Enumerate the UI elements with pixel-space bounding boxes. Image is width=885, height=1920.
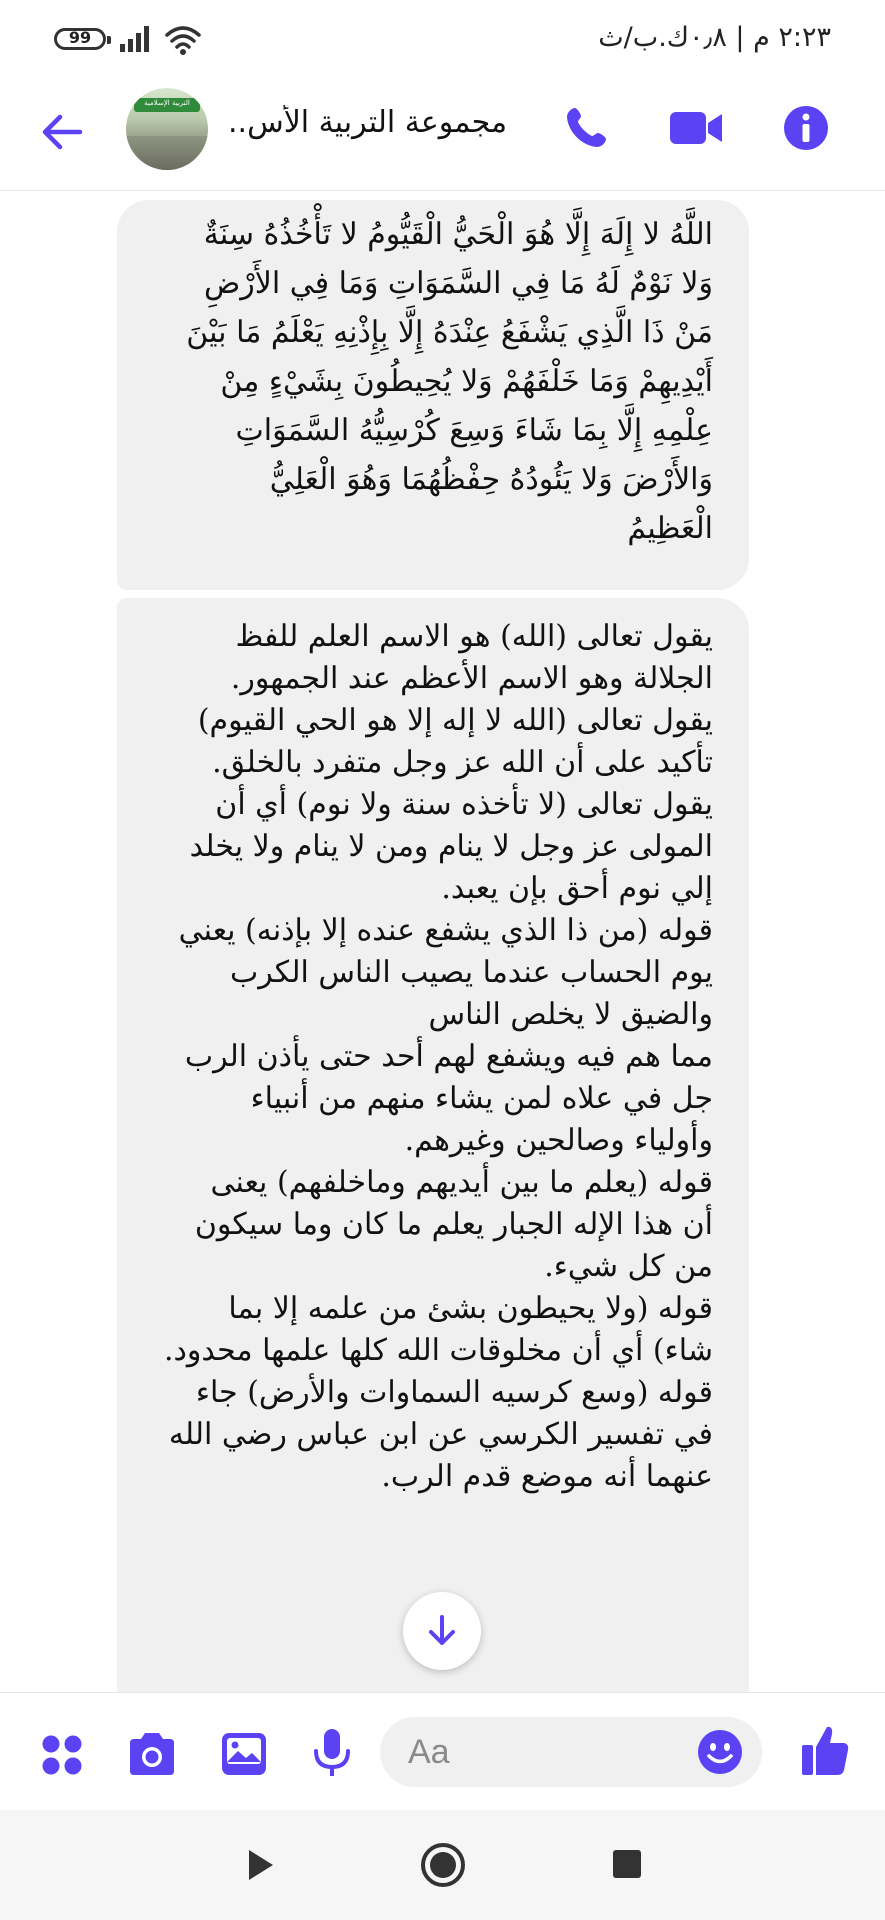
message-line: جل في علاه لمن يشاء منهم من أنبياء [250,1081,713,1116]
message-line: من كل شيء. [544,1249,713,1284]
wifi-icon [164,24,202,56]
message-line: قوله (ولا يحيطون بشئ من علمه إلا بما [228,1291,713,1326]
message-line: وأولياء وصالحين وغيرهم. [404,1123,713,1158]
message-line: وَالأَرْضَ وَلا يَئُودُهُ حِفْظُهُمَا وَهُوَ الْعَلِيُّ [269,462,713,497]
message-line: وَلا نَوْمٌ لَهُ مَا فِي السَّمَوَاتِ وَمَا فِي الأَرْضِ [204,266,713,301]
signal-icon [118,24,154,54]
message-line: المولى عز وجل لا ينام ومن لا ينام ولا يخلد [189,829,713,864]
back-arrow-icon[interactable] [38,108,86,156]
message-line: في تفسير الكرسي عن ابن عباس رضي الله [168,1417,713,1452]
status-time: ٢:٢٣ م | ٠٫٨ك.ب/ث [598,22,831,53]
battery-level: 99 [68,28,92,47]
message-input[interactable] [380,1717,762,1787]
avatar-landscape [126,136,208,170]
message-line: إلي نوم أحق بإن يعبد. [441,871,713,906]
thumbs-up-icon[interactable] [800,1723,850,1777]
avatar-caption: التربية الإسلامية [144,99,190,107]
nav-back-icon[interactable] [246,1848,276,1882]
message-line: قوله (يعلم ما بين أيديهم وماخلفهم) يعنى [210,1165,713,1200]
camera-icon[interactable] [126,1731,178,1777]
message-line: الجلالة وهو الاسم الأعظم عند الجمهور. [230,661,713,696]
message-line: يوم الحساب عندما يصيب الناس الكرب [229,955,713,990]
message-line: مما هم فيه ويشفع لهم أحد حتى يأذن الرب [184,1039,713,1074]
chat-header [0,78,885,191]
message-line: قوله (وسع كرسيه السماوات والأرض) جاء [195,1375,713,1410]
message-line: يقول تعالى (الله لا إله إلا هو الحي القيوم) [197,703,713,738]
microphone-icon[interactable] [310,1727,354,1779]
chat-title[interactable]: مجموعة التربية الأس.. [228,105,508,140]
message-line: قوله (من ذا الذي يشفع عنده إلا بإذنه) يعني [178,913,713,948]
nav-recents-icon[interactable] [613,1850,641,1878]
message-input-placeholder: Aa [408,1733,450,1771]
video-camera-icon[interactable] [668,108,724,148]
phone-icon[interactable] [562,104,610,152]
battery-icon [54,28,106,50]
image-icon[interactable] [220,1731,268,1777]
scroll-to-bottom-button[interactable] [403,1592,481,1670]
message-bubble-verse[interactable] [117,200,749,590]
four-dots-icon[interactable] [40,1733,84,1777]
status-bar [0,0,885,78]
message-line: تأكيد على أن الله عز وجل متفرد بالخلق. [212,745,713,780]
info-icon[interactable] [782,104,830,152]
message-composer [0,1692,885,1809]
message-line: يقول تعالى (لا تأخذه سنة ولا نوم) أي أن [215,787,713,822]
group-avatar[interactable] [126,88,208,170]
nav-home-icon[interactable] [420,1842,466,1888]
message-line: الْعَظِيمُ [627,511,713,546]
message-line: مَنْ ذَا الَّذِي يَشْفَعُ عِنْدَهُ إِلَّا بِإِذْنِهِ يَعْلَمُ مَا بَيْنَ [186,315,713,350]
message-line: والضيق لا يخلص الناس [428,997,713,1032]
message-bubble-tafsir[interactable] [117,598,749,1692]
emoji-icon[interactable] [696,1728,744,1776]
message-line: عِلْمِهِ إِلَّا بِمَا شَاءَ وَسِعَ كُرْسِيُّهُ السَّمَوَاتِ [235,413,713,448]
message-line: أَيْدِيهِمْ وَمَا خَلْفَهُمْ وَلا يُحِيطُونَ بِشَيْءٍ مِنْ [220,364,713,399]
system-nav-bar [0,1810,885,1920]
message-line: عنهما أنه موضع قدم الرب. [381,1459,713,1494]
message-line: شاء) أي أن مخلوقات الله كلها علمها محدود. [164,1333,713,1368]
message-line: اللَّهُ لا إِلَهَ إِلَّا هُوَ الْحَيُّ الْقَيُّومُ لا تَأْخُذُهُ سِنَةٌ [203,217,713,252]
message-line: أن هذا الإله الجبار يعلم ما كان وما سيكون [194,1207,713,1242]
arrow-down-icon [424,1613,460,1649]
message-list[interactable] [0,192,885,1692]
message-line: يقول تعالى (الله) هو الاسم العلم للفظ [235,619,713,654]
